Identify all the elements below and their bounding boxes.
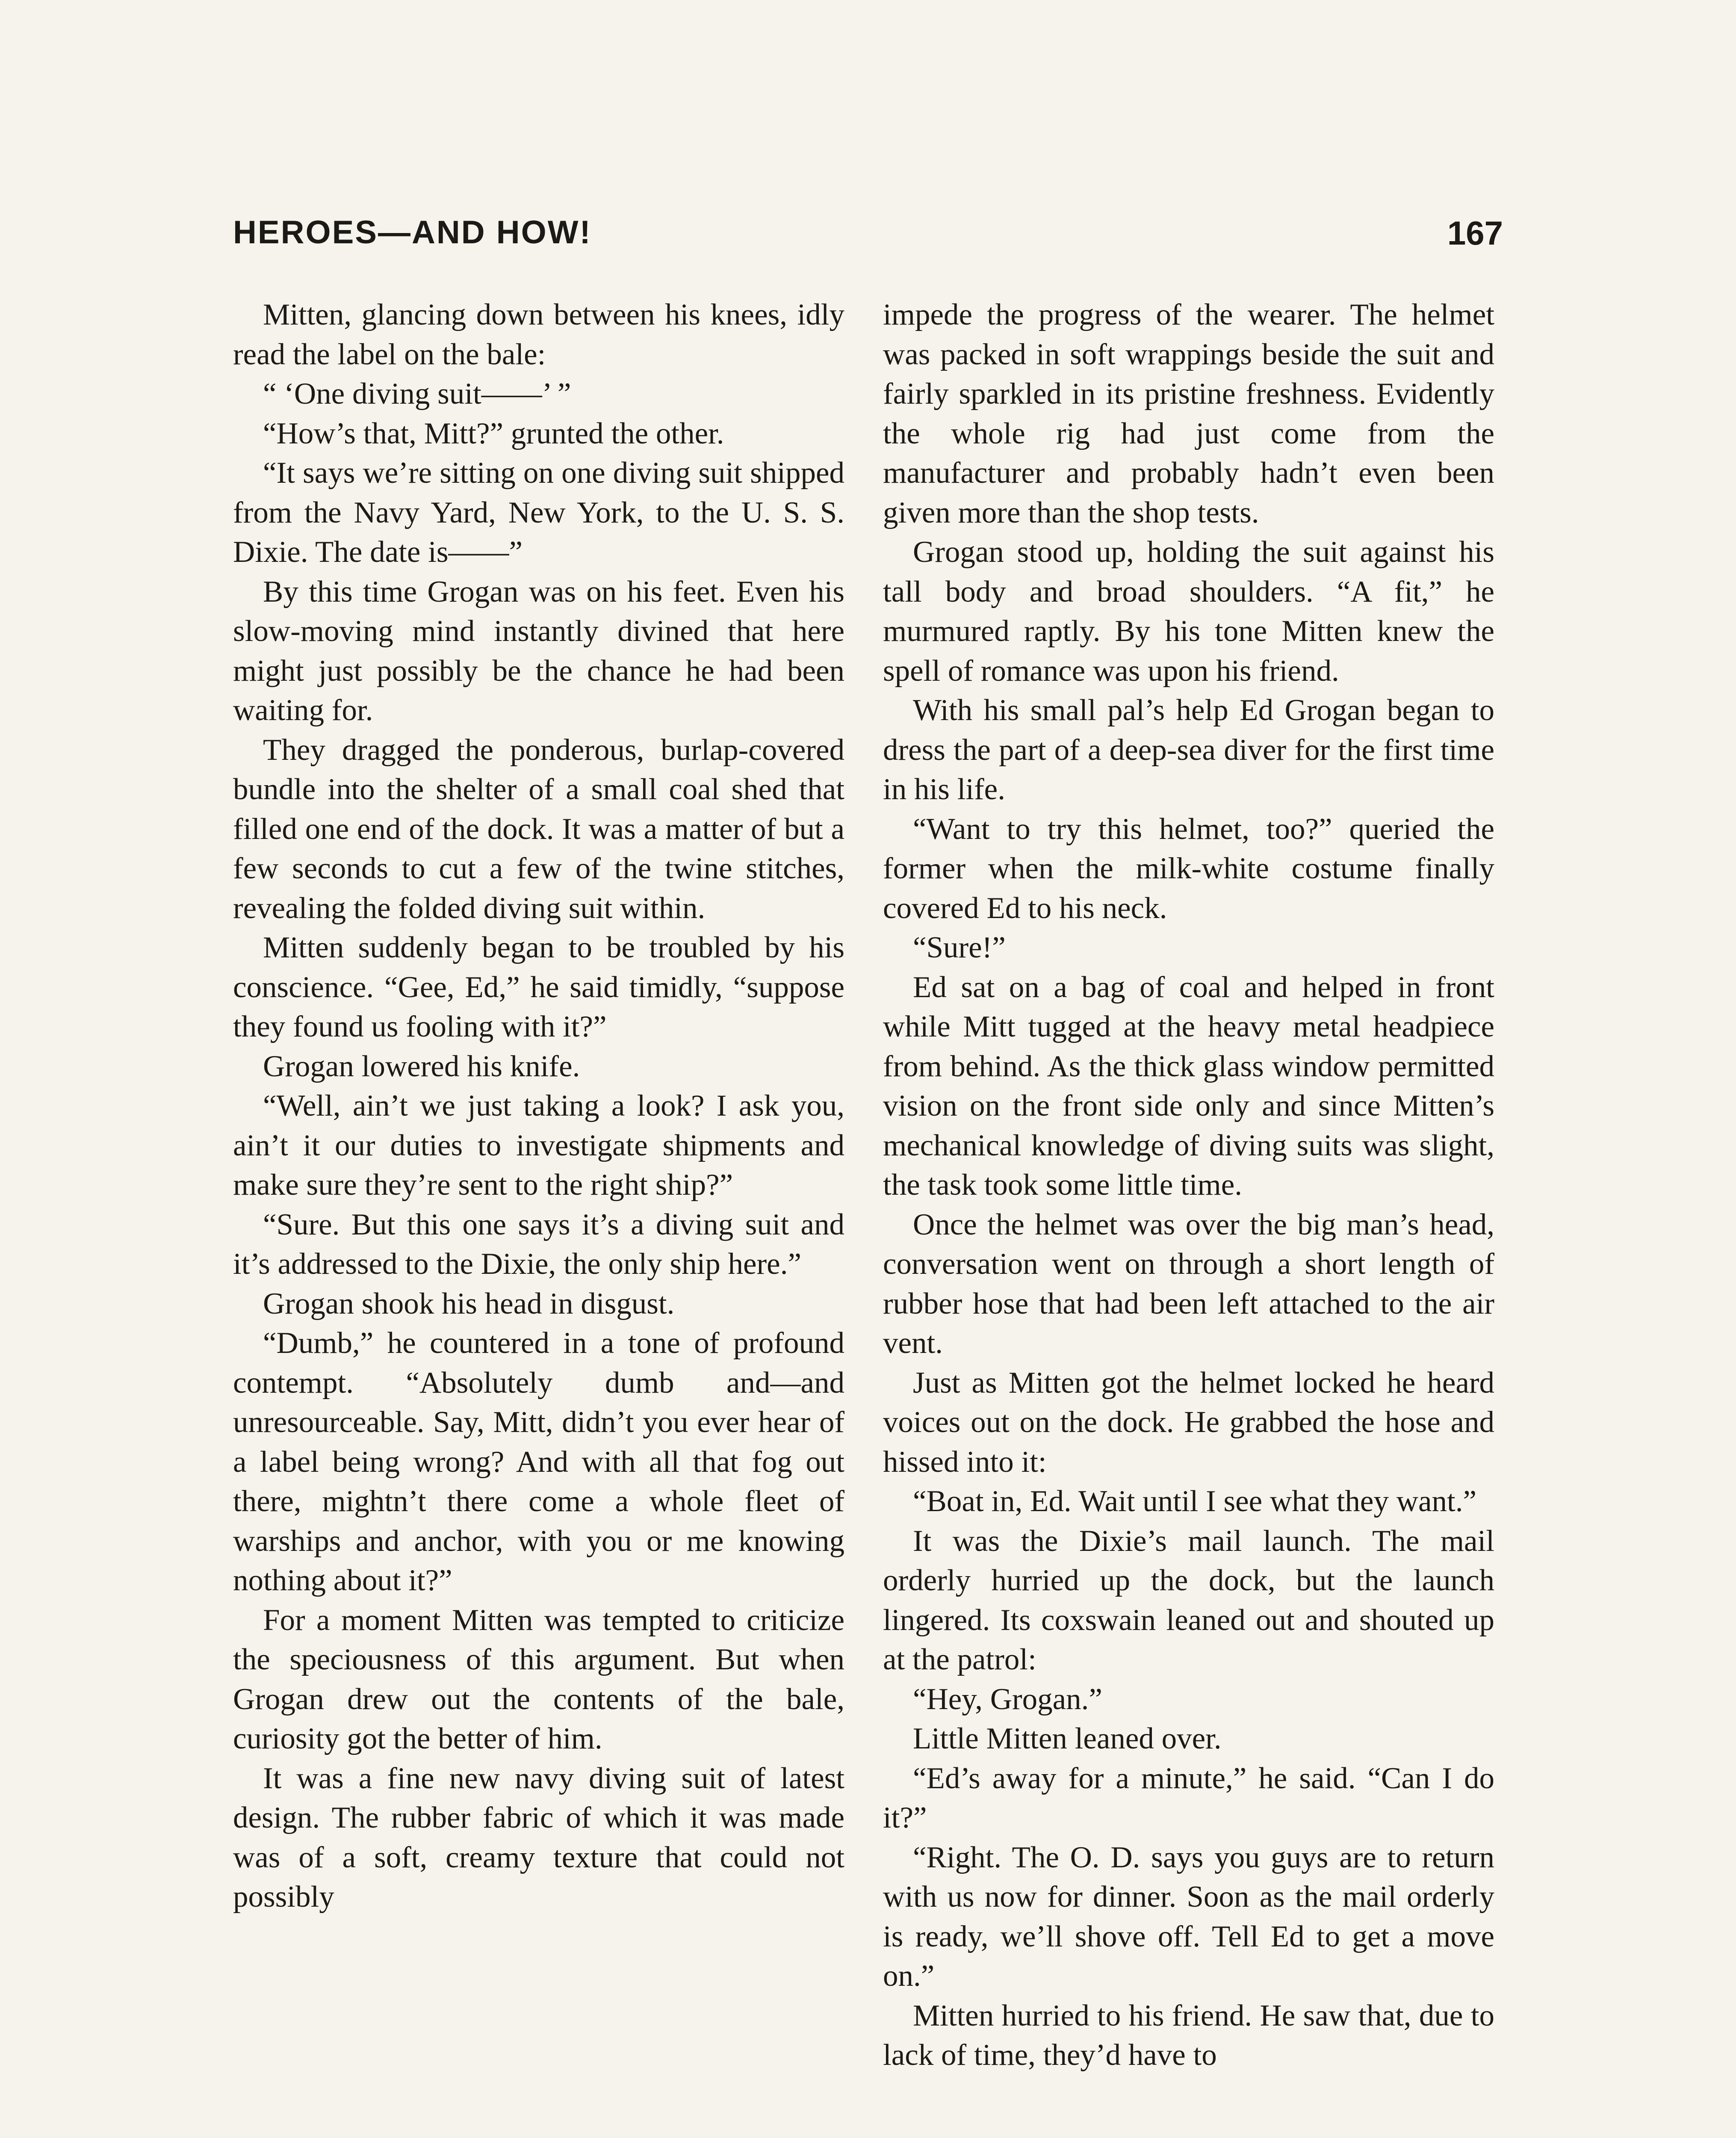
page-number: 167	[1447, 214, 1503, 252]
paragraph: “Boat in, Ed. Wait until I see what they want.”	[913, 1485, 1476, 1518]
left-column	[233, 295, 844, 1917]
paragraph: “Ed’s away for a minute,” he said. “Can I do it?”	[883, 1761, 1494, 1834]
paragraph: Mitten hurried to his friend. He saw that, due to lack of time, they’d have to	[883, 1999, 1494, 2072]
running-title: HEROES—AND HOW!	[233, 214, 592, 251]
paragraph: Mitten suddenly began to be troubled by his conscience. “Gee, Ed,” he said timidly, “suppose they found us fooling with it?”	[233, 931, 844, 1043]
paragraph: “Well, ain’t we just taking a look? I ask you, ain’t it our duties to investigate shipments and make sure they’re sent to the right ship?”	[233, 1089, 844, 1202]
paragraph: “Want to try this helmet, too?” queried the former when the milk-white costume finally covered Ed to his neck.	[883, 812, 1494, 925]
paragraph: Little Mitten leaned over.	[913, 1722, 1222, 1755]
paragraph: With his small pal’s help Ed Grogan began to dress the part of a deep-sea diver for the first time in his life.	[883, 694, 1494, 806]
paragraph: Once the helmet was over the big man’s head, conversation went on through a short length of rubber hose that had been left attached to the air vent.	[883, 1208, 1494, 1360]
paragraph: It was a fine new navy diving suit of latest design. The rubber fabric of which it was made was of a soft, creamy texture that could not possibly	[233, 1761, 844, 1914]
paragraph: “Sure. But this one says it’s a diving suit and it’s addressed to the Dixie, the only ship here.”	[233, 1208, 844, 1281]
paragraph: Grogan stood up, holding the suit against his tall body and broad shoulders. “A fit,” he murmured raptly. By his tone Mitten knew the spell of romance was upon his friend.	[883, 535, 1494, 688]
paragraph: Ed sat on a bag of coal and helped in front while Mitt tugged at the heavy metal headpiece from behind. As the thick glass window permitted vision on the front side only and since Mitten’s mechanical knowledge of diving suits was slight, the task took some little time.	[883, 970, 1494, 1202]
paragraph: For a moment Mitten was tempted to criticize the speciousness of this argument. But when Grogan drew out the contents of the bale, curiosity got the better of him.	[233, 1603, 844, 1755]
paragraph: “Hey, Grogan.”	[913, 1682, 1102, 1716]
paragraph-continued: impede the progress of the wearer. The helmet was packed in soft wrappings beside the suit and fairly sparkled in its pristine freshness. Evidently the whole rig had just come from the manufacturer and probably hadn’t even been given more than the shop tests.	[883, 298, 1494, 529]
paragraph: Grogan lowered his knife.	[263, 1049, 580, 1083]
paragraph: They dragged the ponderous, burlap-covered bundle into the shelter of a small coal shed that filled one end of the dock. It was a matter of but a few seconds to cut a few of the twine stitches, revealing the folded diving suit within.	[233, 733, 844, 925]
paragraph: Mitten, glancing down between his knees, idly read the label on the bale:	[233, 298, 844, 371]
paragraph: “Right. The O. D. says you guys are to return with us now for dinner. Soon as the mail orderly is ready, we’ll shove off. Tell Ed to get a move on.”	[883, 1840, 1494, 1993]
paragraph: “Dumb,” he countered in a tone of profound contempt. “Absolutely dumb and—and unresourceable. Say, Mitt, didn’t you ever hear of a label being wrong? And with all that fog out there, mightn’t there come a whole fleet of warships and anchor, with you or me knowing nothing about it?”	[233, 1326, 844, 1597]
paragraph: Just as Mitten got the helmet locked he heard voices out on the dock. He grabbed the hose and hissed into it:	[883, 1366, 1494, 1479]
paragraph: “ ‘One diving suit——’ ”	[263, 377, 571, 410]
paragraph: By this time Grogan was on his feet. Even his slow-moving mind instantly divined that here might just possibly be the chance he had been waiting for.	[233, 575, 844, 727]
right-column	[883, 295, 1494, 2075]
paragraph: “It says we’re sitting on one diving suit shipped from the Navy Yard, New York, to the U. S. S. Dixie. The date is——”	[233, 456, 844, 569]
paragraph: “How’s that, Mitt?” grunted the other.	[263, 416, 724, 450]
paragraph: Grogan shook his head in disgust.	[263, 1287, 675, 1320]
running-head	[233, 214, 1503, 265]
paragraph: “Sure!”	[913, 931, 1006, 964]
paragraph: It was the Dixie’s mail launch. The mail orderly hurried up the dock, but the launch lingered. Its coxswain leaned out and shouted up at the patrol:	[883, 1524, 1494, 1676]
